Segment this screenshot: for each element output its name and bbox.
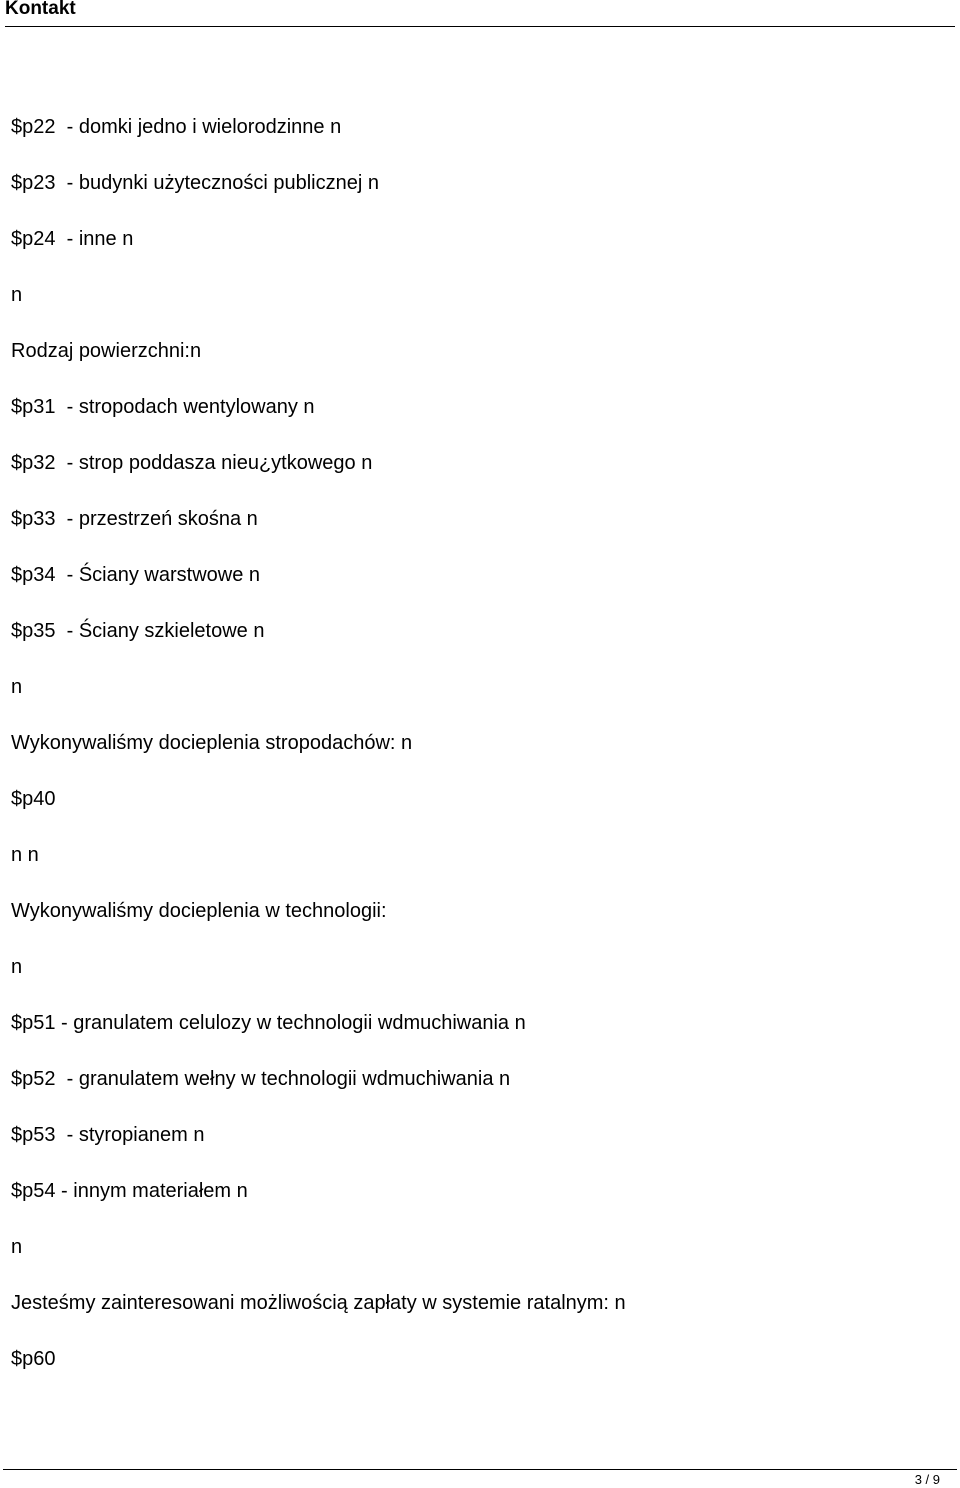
- document-body: [11, 112, 951, 1400]
- text-line: $p54 - innym materiałem n: [11, 1180, 248, 1202]
- text-line: $p22 - domki jedno i wielorodzinne n: [11, 116, 342, 138]
- text-line: n: [11, 956, 23, 978]
- text-line: $p24 - inne n: [11, 228, 134, 250]
- text-line: Wykonywaliśmy docieplenia stropodachów: n: [11, 732, 413, 754]
- text-line: n: [11, 284, 23, 306]
- text-line: $p35 - Ściany szkieletowe n: [11, 620, 265, 642]
- text-line: $p33 - przestrzeń skośna n: [11, 508, 258, 530]
- page-header: [5, 0, 955, 27]
- text-line: $p51 - granulatem celulozy w technologii wdmuchiwania n: [11, 1012, 526, 1034]
- text-line: n: [11, 1236, 23, 1258]
- page-title: Kontakt: [5, 0, 76, 19]
- text-line: $p60: [11, 1348, 56, 1370]
- page-footer: [3, 1469, 957, 1487]
- text-line: Jesteśmy zainteresowani możliwością zapłaty w systemie ratalnym: n: [11, 1292, 626, 1314]
- text-line: $p34 - Ściany warstwowe n: [11, 564, 261, 586]
- text-line: Wykonywaliśmy docieplenia w technologii:: [11, 900, 387, 922]
- text-line: $p32 - strop poddasza nieu¿ytkowego n: [11, 452, 373, 474]
- page-number: 3 / 9: [914, 1472, 940, 1487]
- text-line: $p52 - granulatem wełny w technologii wdmuchiwania n: [11, 1068, 511, 1090]
- text-line: n n: [11, 844, 39, 866]
- text-line: $p23 - budynki użyteczności publicznej n: [11, 172, 379, 194]
- text-line: $p40: [11, 788, 56, 810]
- text-line: $p53 - styropianem n: [11, 1124, 205, 1146]
- text-line: n: [11, 676, 23, 698]
- text-line: $p31 - stropodach wentylowany n: [11, 396, 315, 418]
- text-line: Rodzaj powierzchni:n: [11, 340, 202, 362]
